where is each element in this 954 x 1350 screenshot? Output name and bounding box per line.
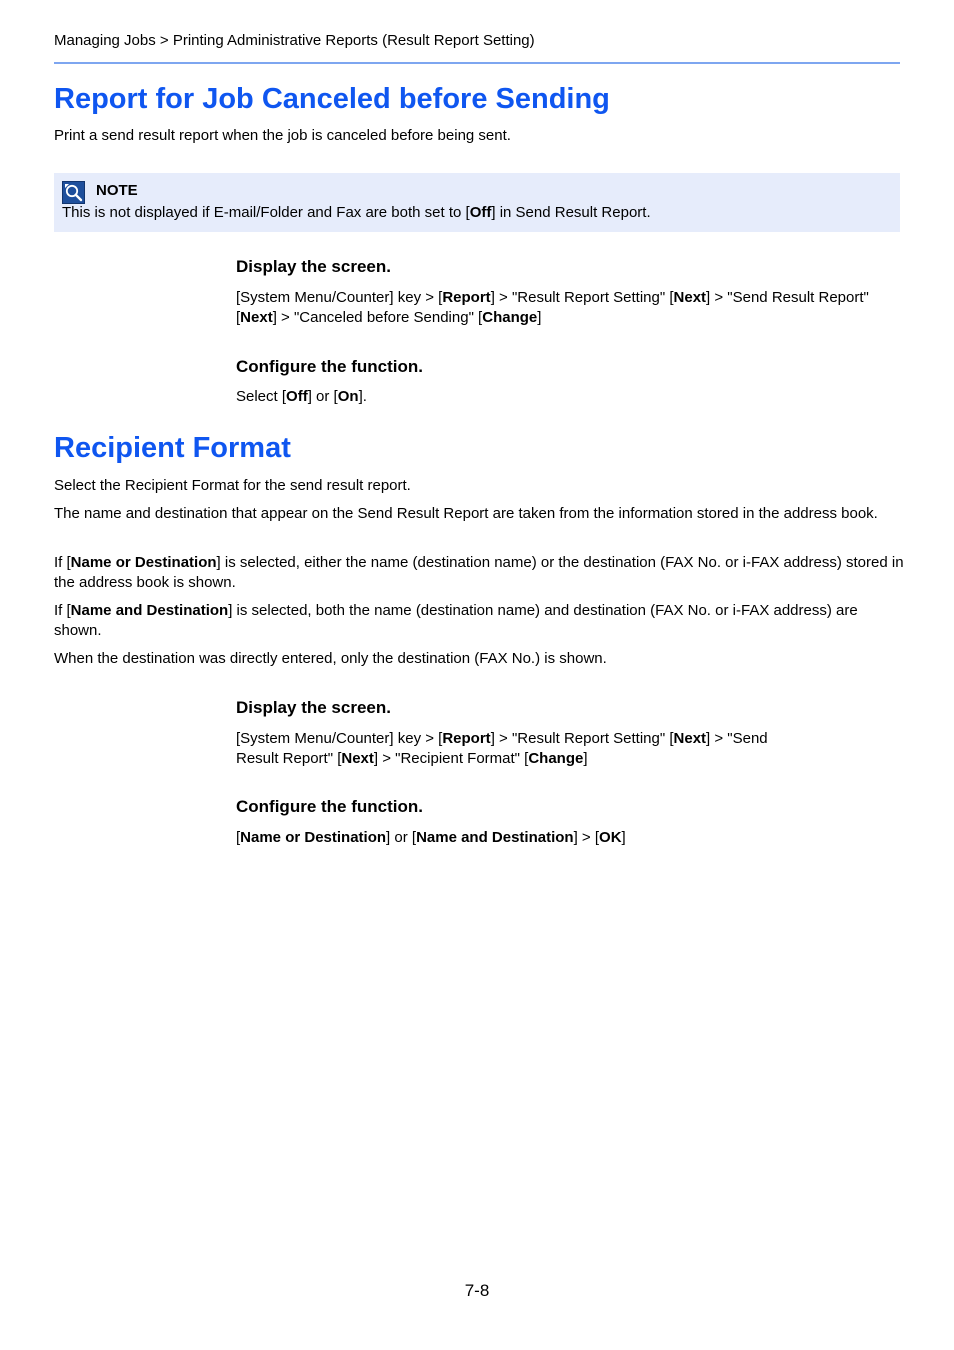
paragraph <box>54 601 904 640</box>
text-run: ] <box>583 749 588 767</box>
text-run: The name and destination that appear on the Send Result Report are taken from the information stored in the address book. <box>54 505 878 522</box>
step-heading-display-screen: Display the screen. <box>236 257 391 276</box>
text-run: [ <box>236 829 241 846</box>
text-run: If [ <box>54 554 71 571</box>
step-heading-display-screen: Display the screen. <box>236 698 391 717</box>
step-body-configure <box>236 387 876 407</box>
bold-text: Off <box>286 388 308 405</box>
bold-text: Name or Destination <box>240 829 387 846</box>
text-run: If [ <box>54 602 71 619</box>
paragraph <box>54 504 904 524</box>
text-run: ] is selected, either the name (destination name) or the destination (FAX No. or i-FAX address) stored in the address book is shown. <box>54 554 904 591</box>
bold-text: Report <box>442 730 491 747</box>
text-run: [System Menu/Counter] key > [ <box>236 289 443 306</box>
bold-text: Next <box>240 308 273 326</box>
section-title-recipient-format: Recipient Format <box>54 432 291 464</box>
bold-text: Name and Destination <box>416 829 574 846</box>
bold-text: On <box>337 388 359 405</box>
step-body-configure <box>236 828 876 848</box>
note-text-bold: Off <box>469 204 492 221</box>
note-text <box>62 204 651 221</box>
text-run: ]. <box>358 388 367 405</box>
paragraph <box>54 649 904 669</box>
bold-text: Next <box>341 749 374 767</box>
paragraph <box>54 553 904 592</box>
header-rule <box>54 62 900 64</box>
text-run: Select the Recipient Format for the send result report. <box>54 477 411 494</box>
step-heading-configure: Configure the function. <box>236 797 423 816</box>
breadcrumb: Managing Jobs > Printing Administrative Reports (Result Report Setting) <box>54 32 535 49</box>
section-title-report-canceled: Report for Job Canceled before Sending <box>54 83 610 115</box>
note-icon <box>62 181 85 204</box>
text-run: ] > "Send Result Report" [ <box>236 730 768 767</box>
bold-text: Name or Destination <box>70 554 217 571</box>
text-run: ] > "Send Result Report" [ <box>236 289 869 326</box>
bold-text: Name and Destination <box>70 602 229 619</box>
step-body-display-screen <box>236 729 776 768</box>
text-run: ] is selected, both the name (destination name) and destination (FAX No. or i-FAX address) are shown. <box>54 602 858 639</box>
text-run: [System Menu/Counter] key > [ <box>236 730 443 747</box>
note-box <box>54 173 900 232</box>
step-heading-configure: Configure the function. <box>236 357 423 376</box>
text-run: ] > "Result Report Setting" [ <box>490 289 674 306</box>
text-run: ] <box>537 308 542 326</box>
text-run: When the destination was directly entered, only the destination (FAX No.) is shown. <box>54 650 607 667</box>
note-text-after: ] in Send Result Report. <box>491 204 651 221</box>
paragraph <box>54 476 904 496</box>
bold-text: OK <box>599 829 622 846</box>
text-run: ] > "Canceled before Sending" [ <box>272 308 483 326</box>
text-run: ] > "Result Report Setting" [ <box>490 730 674 747</box>
section1-intro: Print a send result report when the job is canceled before being sent. <box>54 127 511 144</box>
page-number: 7-8 <box>464 1281 490 1300</box>
bold-text: Next <box>673 289 707 306</box>
note-text-before: This is not displayed if E-mail/Folder and Fax are both set to [ <box>62 204 470 221</box>
note-label: NOTE <box>96 182 138 199</box>
bold-text: Change <box>482 308 538 326</box>
text-run: ] <box>621 829 626 846</box>
text-run: ] > [ <box>573 829 600 846</box>
text-run: ] > "Recipient Format" [ <box>373 749 529 767</box>
bold-text: Report <box>442 289 491 306</box>
bold-text: Change <box>528 749 584 767</box>
bold-text: Next <box>673 730 707 747</box>
text-run: Select [ <box>236 388 287 405</box>
step-body-display-screen <box>236 288 876 327</box>
text-run: ] or [ <box>307 388 338 405</box>
text-run: ] or [ <box>386 829 417 846</box>
